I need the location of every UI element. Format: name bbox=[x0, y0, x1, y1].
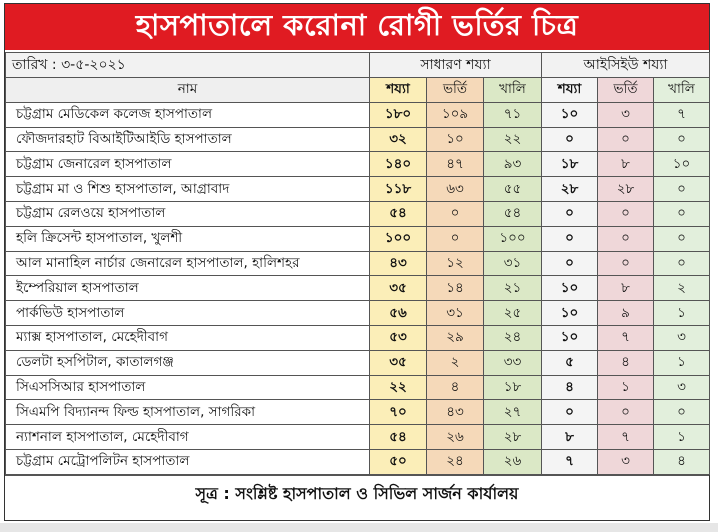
general-bed-group-header: সাধারণ শয্যা bbox=[370, 53, 542, 78]
general-beds-value: ৩২ bbox=[370, 127, 427, 152]
icu-beds-value: ১০ bbox=[542, 301, 598, 326]
table-row bbox=[6, 226, 710, 251]
general-empty-value: ৯৩ bbox=[484, 152, 542, 177]
column-header-empty: খালি bbox=[484, 78, 542, 103]
icu-beds-value: ১০ bbox=[542, 102, 598, 127]
general-beds-value: ৩৫ bbox=[370, 350, 427, 375]
general-beds-value: ১৪০ bbox=[370, 152, 427, 177]
icu-beds-value: ৪ bbox=[542, 375, 598, 400]
icu-empty-value: ২ bbox=[654, 276, 710, 301]
general-beds-value: ২২ bbox=[370, 375, 427, 400]
general-empty-value: ৩৩ bbox=[484, 350, 542, 375]
icu-empty-value: ১ bbox=[654, 350, 710, 375]
general-admitted-value: ১২ bbox=[427, 251, 484, 276]
table-row bbox=[6, 201, 710, 226]
general-admitted-value: ১০ bbox=[427, 127, 484, 152]
hospital-name: ম্যাক্স হাসপাতাল, মেহেদীবাগ bbox=[6, 325, 370, 350]
icu-empty-value: ০ bbox=[654, 226, 710, 251]
hospital-name: ইম্পেরিয়াল হাসপাতাল bbox=[6, 276, 370, 301]
general-admitted-value: ৪৩ bbox=[427, 400, 484, 425]
icu-beds-value: ১৮ bbox=[542, 152, 598, 177]
table-row bbox=[6, 301, 710, 326]
bottom-strip bbox=[0, 523, 718, 532]
general-empty-value: ১৮ bbox=[484, 375, 542, 400]
icu-admitted-value: ০ bbox=[598, 400, 654, 425]
general-empty-value: ৫৪ bbox=[484, 201, 542, 226]
icu-admitted-value: ৩ bbox=[598, 102, 654, 127]
general-beds-value: ৩৫ bbox=[370, 276, 427, 301]
icu-empty-value: ১ bbox=[654, 425, 710, 450]
icu-empty-value: ০ bbox=[654, 201, 710, 226]
column-header-icu-admitted: ভর্তি bbox=[598, 78, 654, 103]
general-empty-value: ৫৫ bbox=[484, 177, 542, 202]
general-admitted-value: ৪ bbox=[427, 375, 484, 400]
icu-admitted-value: ২৮ bbox=[598, 177, 654, 202]
table-row bbox=[6, 251, 710, 276]
general-empty-value: ২৭ bbox=[484, 400, 542, 425]
icu-empty-value: ৭ bbox=[654, 102, 710, 127]
table-row bbox=[6, 325, 710, 350]
icu-admitted-value: ৮ bbox=[598, 152, 654, 177]
date-label: তারিখ : ৩-৫-২০২১ bbox=[6, 53, 370, 78]
header-group-row bbox=[6, 53, 710, 78]
icu-beds-value: ৫ bbox=[542, 350, 598, 375]
icu-beds-value: ৭ bbox=[542, 449, 598, 474]
general-beds-value: ১১৮ bbox=[370, 177, 427, 202]
hospital-name: ফৌজদারহাট বিআইটিআইডি হাসপাতাল bbox=[6, 127, 370, 152]
icu-admitted-value: ৭ bbox=[598, 425, 654, 450]
icu-admitted-value: ৪ bbox=[598, 350, 654, 375]
general-beds-value: ১৮০ bbox=[370, 102, 427, 127]
table-row bbox=[6, 375, 710, 400]
hospital-name: সিএমপি বিদ্যানন্দ ফিল্ড হাসপাতাল, সাগরিকা bbox=[6, 400, 370, 425]
icu-empty-value: ০ bbox=[654, 177, 710, 202]
icu-empty-value: ০ bbox=[654, 400, 710, 425]
icu-beds-value: ১০ bbox=[542, 276, 598, 301]
general-empty-value: ২৮ bbox=[484, 425, 542, 450]
general-beds-value: ১০০ bbox=[370, 226, 427, 251]
icu-beds-value: ০ bbox=[542, 127, 598, 152]
column-header-icu-empty: খালি bbox=[654, 78, 710, 103]
general-empty-value: ২৬ bbox=[484, 449, 542, 474]
icu-beds-value: ০ bbox=[542, 226, 598, 251]
icu-admitted-value: ৩ bbox=[598, 449, 654, 474]
column-header-name: নাম bbox=[6, 78, 370, 103]
icu-admitted-value: ৯ bbox=[598, 301, 654, 326]
general-empty-value: ২১ bbox=[484, 276, 542, 301]
icu-beds-value: ০ bbox=[542, 400, 598, 425]
icu-admitted-value: ৭ bbox=[598, 325, 654, 350]
hospital-name: চট্টগ্রাম মেডিকেল কলেজ হাসপাতাল bbox=[6, 102, 370, 127]
hospital-name: হলি ক্রিসেন্ট হাসপাতাল, খুলশী bbox=[6, 226, 370, 251]
icu-empty-value: ০ bbox=[654, 127, 710, 152]
general-admitted-value: ৬৩ bbox=[427, 177, 484, 202]
icu-empty-value: ০ bbox=[654, 251, 710, 276]
general-empty-value: ১০০ bbox=[484, 226, 542, 251]
admission-table bbox=[5, 52, 710, 475]
general-beds-value: ৫৪ bbox=[370, 201, 427, 226]
table-row bbox=[6, 449, 710, 474]
general-admitted-value: ০ bbox=[427, 201, 484, 226]
source-note: সূত্র : সংশ্লিষ্ট হাসপাতাল ও সিভিল সার্জন কার্যালয় bbox=[5, 475, 709, 514]
general-admitted-value: ২৪ bbox=[427, 449, 484, 474]
hospital-name: পার্কভিউ হাসপাতাল bbox=[6, 301, 370, 326]
hospital-name: ডেলটা হসপিটাল, কাতালগঞ্জ bbox=[6, 350, 370, 375]
general-admitted-value: ১৪ bbox=[427, 276, 484, 301]
icu-empty-value: ৪ bbox=[654, 449, 710, 474]
general-admitted-value: ০ bbox=[427, 226, 484, 251]
header-column-row bbox=[6, 78, 710, 103]
general-beds-value: ৫০ bbox=[370, 449, 427, 474]
table-row bbox=[6, 177, 710, 202]
general-empty-value: ২৪ bbox=[484, 325, 542, 350]
icu-beds-value: ৮ bbox=[542, 425, 598, 450]
hospital-name: চট্টগ্রাম মা ও শিশু হাসপাতাল, আগ্রাবাদ bbox=[6, 177, 370, 202]
icu-bed-group-header: আইসিইউ শয্যা bbox=[542, 53, 710, 78]
general-beds-value: ৫৩ bbox=[370, 325, 427, 350]
general-empty-value: ৭১ bbox=[484, 102, 542, 127]
table-row bbox=[6, 400, 710, 425]
hospital-name: চট্টগ্রাম রেলওয়ে হাসপাতাল bbox=[6, 201, 370, 226]
table-row bbox=[6, 276, 710, 301]
general-empty-value: ২৫ bbox=[484, 301, 542, 326]
general-empty-value: ৩১ bbox=[484, 251, 542, 276]
general-admitted-value: ৪৭ bbox=[427, 152, 484, 177]
icu-beds-value: ০ bbox=[542, 201, 598, 226]
icu-admitted-value: ০ bbox=[598, 226, 654, 251]
column-header-icu-beds: শয্যা bbox=[542, 78, 598, 103]
icu-admitted-value: ০ bbox=[598, 251, 654, 276]
page-title: হাসপাতালে করোনা রোগী ভর্তির চিত্র bbox=[5, 4, 709, 52]
icu-admitted-value: ০ bbox=[598, 127, 654, 152]
table-row bbox=[6, 102, 710, 127]
column-header-admitted: ভর্তি bbox=[427, 78, 484, 103]
icu-admitted-value: ১ bbox=[598, 375, 654, 400]
icu-empty-value: ৩ bbox=[654, 375, 710, 400]
general-beds-value: ৭০ bbox=[370, 400, 427, 425]
icu-admitted-value: ০ bbox=[598, 201, 654, 226]
icu-beds-value: ১০ bbox=[542, 325, 598, 350]
general-beds-value: ৪৩ bbox=[370, 251, 427, 276]
hospital-name: চট্টগ্রাম জেনারেল হাসপাতাল bbox=[6, 152, 370, 177]
general-beds-value: ৫৬ bbox=[370, 301, 427, 326]
general-admitted-value: ২ bbox=[427, 350, 484, 375]
general-admitted-value: ২৬ bbox=[427, 425, 484, 450]
icu-admitted-value: ৮ bbox=[598, 276, 654, 301]
general-admitted-value: ২৯ bbox=[427, 325, 484, 350]
hospital-name: ন্যাশনাল হাসপাতাল, মেহেদীবাগ bbox=[6, 425, 370, 450]
table-row bbox=[6, 425, 710, 450]
general-empty-value: ২২ bbox=[484, 127, 542, 152]
icu-beds-value: ২৮ bbox=[542, 177, 598, 202]
hospital-name: চট্টগ্রাম মেট্রোপলিটন হাসপাতাল bbox=[6, 449, 370, 474]
icu-empty-value: ৩ bbox=[654, 325, 710, 350]
table-row bbox=[6, 127, 710, 152]
hospital-name: আল মানাহিল নার্চার জেনারেল হাসপাতাল, হালিশহর bbox=[6, 251, 370, 276]
hospital-name: সিএসসিআর হাসপাতাল bbox=[6, 375, 370, 400]
icu-beds-value: ০ bbox=[542, 251, 598, 276]
column-header-beds: শয্যা bbox=[370, 78, 427, 103]
general-beds-value: ৫৪ bbox=[370, 425, 427, 450]
icu-empty-value: ১০ bbox=[654, 152, 710, 177]
general-admitted-value: ১০৯ bbox=[427, 102, 484, 127]
icu-empty-value: ১ bbox=[654, 301, 710, 326]
general-admitted-value: ৩১ bbox=[427, 301, 484, 326]
table-row bbox=[6, 350, 710, 375]
hospital-admission-table-card bbox=[4, 3, 710, 521]
table-row bbox=[6, 152, 710, 177]
